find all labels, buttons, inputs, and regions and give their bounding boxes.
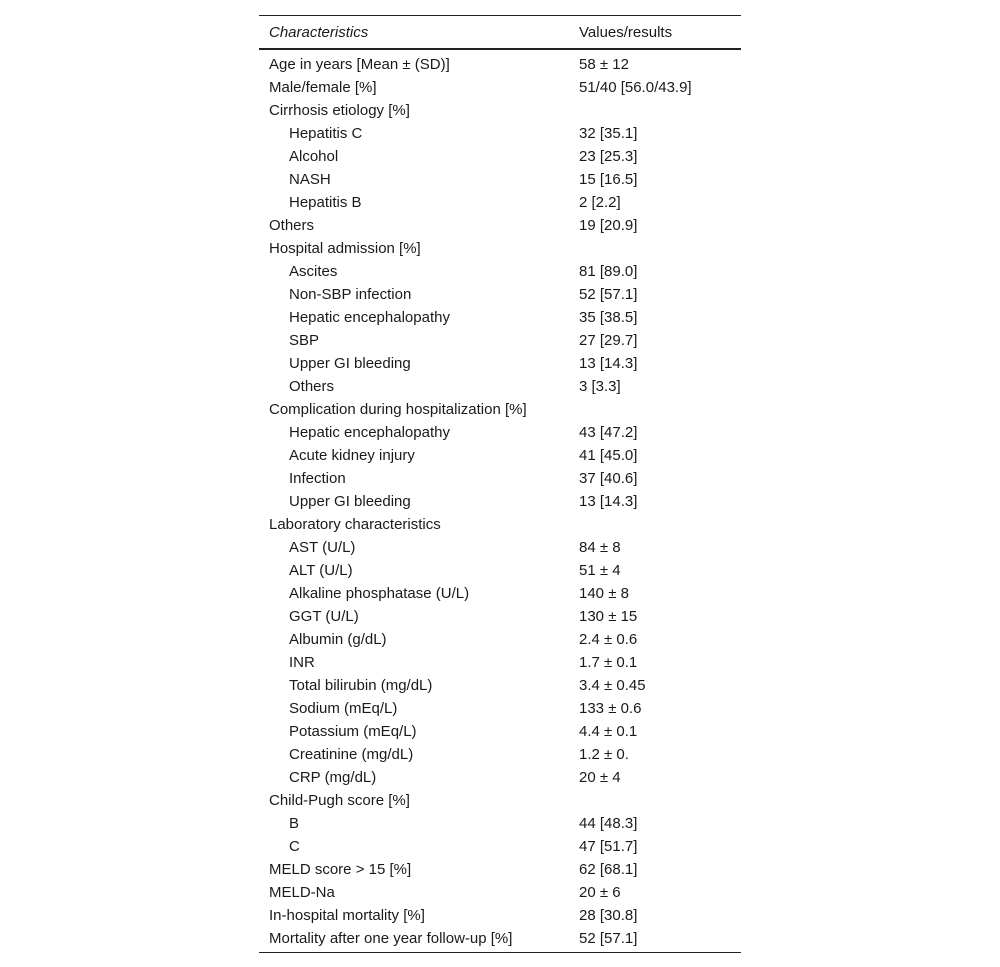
table-row (259, 237, 741, 260)
table-row (259, 628, 741, 651)
row-label: SBP (289, 332, 320, 349)
table-row (259, 99, 741, 122)
row-value: 41 [45.0] (579, 447, 638, 464)
table-row (259, 766, 741, 789)
row-label: Ascites (289, 263, 338, 280)
row-label: AST (U/L) (289, 539, 356, 556)
row-label: Child-Pugh score [%] (269, 792, 410, 809)
row-label: MELD-Na (269, 884, 335, 901)
table-row (259, 835, 741, 858)
row-value: 52 [57.1] (579, 930, 638, 947)
row-label: In-hospital mortality [%] (269, 907, 425, 924)
table-row (259, 398, 741, 421)
row-value: 3 [3.3] (579, 378, 621, 395)
row-value: 2 [2.2] (579, 194, 621, 211)
row-label: INR (289, 654, 315, 671)
table-row (259, 490, 741, 513)
row-label: Alkaline phosphatase (U/L) (289, 585, 470, 602)
row-label: Male/female [%] (269, 79, 377, 96)
row-value: 28 [30.8] (579, 907, 638, 924)
table-row (259, 283, 741, 306)
table-body (259, 50, 741, 952)
row-label: Sodium (mEq/L) (289, 700, 398, 717)
row-value: 2.4 ± 0.6 (579, 631, 638, 648)
row-value: 3.4 ± 0.45 (579, 677, 646, 694)
row-value: 20 ± 4 (579, 769, 621, 786)
table-row (259, 743, 741, 766)
row-value: 43 [47.2] (579, 424, 638, 441)
table-row (259, 122, 741, 145)
row-value: 32 [35.1] (579, 125, 638, 142)
row-label: Infection (289, 470, 346, 487)
row-label: MELD score > 15 [%] (269, 861, 412, 878)
table-row (259, 559, 741, 582)
row-value: 62 [68.1] (579, 861, 638, 878)
row-value: 19 [20.9] (579, 217, 638, 234)
table-row (259, 191, 741, 214)
table-row (259, 375, 741, 398)
row-value: 51 ± 4 (579, 562, 621, 579)
row-value: 1.7 ± 0.1 (579, 654, 638, 671)
row-value: 35 [38.5] (579, 309, 638, 326)
table-row (259, 881, 741, 904)
table-header (259, 16, 741, 50)
table-row (259, 214, 741, 237)
row-value: 23 [25.3] (579, 148, 638, 165)
row-value: 52 [57.1] (579, 286, 638, 303)
row-value: 47 [51.7] (579, 838, 638, 855)
row-label: Alcohol (289, 148, 339, 165)
table-row (259, 904, 741, 927)
row-label: Others (289, 378, 335, 395)
row-label: ALT (U/L) (289, 562, 353, 579)
table-row (259, 352, 741, 375)
table-row (259, 467, 741, 490)
row-value: 81 [89.0] (579, 263, 638, 280)
header-values: Values/results (579, 23, 673, 41)
table-row (259, 306, 741, 329)
row-label: Hepatic encephalopathy (289, 424, 450, 441)
header-characteristics: Characteristics (269, 23, 369, 41)
row-label: Hospital admission [%] (269, 240, 421, 257)
row-value: 140 ± 8 (579, 585, 629, 602)
row-label: Albumin (g/dL) (289, 631, 387, 648)
row-label: Upper GI bleeding (289, 355, 411, 372)
table-row (259, 605, 741, 628)
table-row (259, 444, 741, 467)
table-row (259, 260, 741, 283)
row-label: Hepatic encephalopathy (289, 309, 450, 326)
table-row (259, 53, 741, 76)
row-label: Age in years [Mean ± (SD)] (269, 56, 450, 73)
row-label: Non-SBP infection (289, 286, 412, 303)
row-label: Mortality after one year follow-up [%] (269, 930, 513, 947)
row-value: 37 [40.6] (579, 470, 638, 487)
row-value: 13 [14.3] (579, 355, 638, 372)
row-label: C (289, 838, 300, 855)
row-value: 133 ± 0.6 (579, 700, 642, 717)
row-label: Total bilirubin (mg/dL) (289, 677, 433, 694)
row-label: Complication during hospitalization [%] (269, 401, 527, 418)
row-label: Laboratory characteristics (269, 516, 441, 533)
table-row (259, 145, 741, 168)
table-row (259, 76, 741, 99)
row-value: 51/40 [56.0/43.9] (579, 79, 692, 96)
characteristics-table (259, 15, 741, 953)
table-row (259, 789, 741, 812)
row-value: 44 [48.3] (579, 815, 638, 832)
table-row (259, 421, 741, 444)
row-value: 13 [14.3] (579, 493, 638, 510)
row-label: Others (269, 217, 315, 234)
table-row (259, 927, 741, 950)
table-row (259, 582, 741, 605)
row-value: 4.4 ± 0.1 (579, 723, 638, 740)
row-label: NASH (289, 171, 331, 188)
row-label: Upper GI bleeding (289, 493, 411, 510)
row-value: 15 [16.5] (579, 171, 638, 188)
table-row (259, 513, 741, 536)
row-value: 84 ± 8 (579, 539, 621, 556)
table-row (259, 168, 741, 191)
table-row (259, 329, 741, 352)
table-row (259, 858, 741, 881)
table-row (259, 651, 741, 674)
row-label: Hepatitis B (289, 194, 362, 211)
table-row (259, 697, 741, 720)
row-label: B (289, 815, 300, 832)
row-label: Hepatitis C (289, 125, 363, 142)
row-label: Potassium (mEq/L) (289, 723, 417, 740)
row-value: 1.2 ± 0. (579, 746, 629, 763)
row-value: 20 ± 6 (579, 884, 621, 901)
table-row (259, 812, 741, 835)
row-value: 58 ± 12 (579, 56, 629, 73)
row-value: 27 [29.7] (579, 332, 638, 349)
row-value: 130 ± 15 (579, 608, 638, 625)
table-row (259, 536, 741, 559)
row-label: Acute kidney injury (289, 447, 415, 464)
row-label: Creatinine (mg/dL) (289, 746, 414, 763)
row-label: CRP (mg/dL) (289, 769, 377, 786)
row-label: GGT (U/L) (289, 608, 359, 625)
table-row (259, 720, 741, 743)
table-row (259, 674, 741, 697)
row-label: Cirrhosis etiology [%] (269, 102, 410, 119)
